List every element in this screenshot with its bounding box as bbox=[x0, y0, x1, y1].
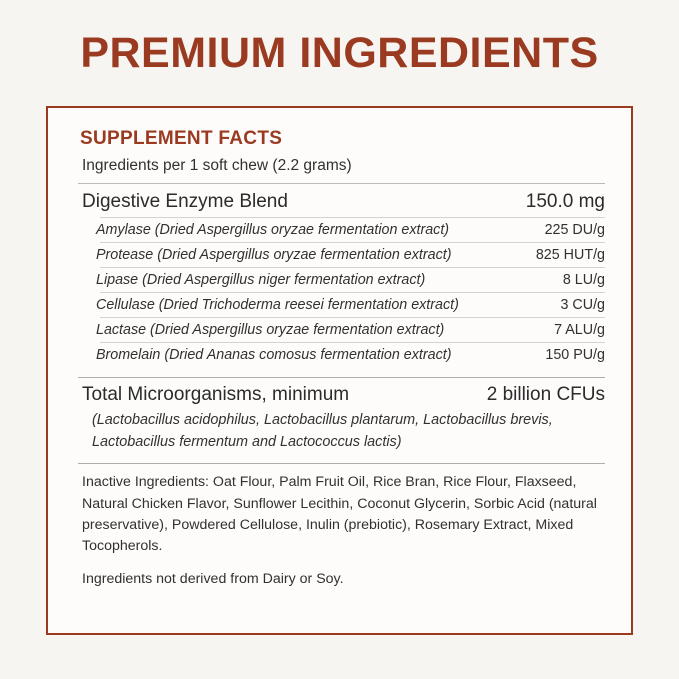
supplement-facts-title: SUPPLEMENT FACTS bbox=[80, 128, 283, 149]
table-row bbox=[82, 293, 605, 317]
enzyme-name: Lipase (Dried Aspergillus niger fermentation extract) bbox=[96, 272, 426, 288]
allergen-note: Ingredients not derived from Dairy or Soy. bbox=[82, 571, 344, 588]
divider-top bbox=[78, 183, 605, 184]
page-title: PREMIUM INGREDIENTS bbox=[80, 29, 599, 77]
table-row bbox=[82, 243, 605, 267]
divider-microorganisms bbox=[78, 377, 605, 378]
table-row bbox=[82, 268, 605, 292]
table-row bbox=[82, 218, 605, 242]
serving-size-text: Ingredients per 1 soft chew (2.2 grams) bbox=[82, 157, 352, 174]
enzyme-amount: 225 DU/g bbox=[544, 222, 605, 238]
table-row bbox=[82, 318, 605, 342]
total-microorganisms-amount: 2 billion CFUs bbox=[486, 384, 605, 405]
probiotic-strains-text: (Lactobacillus acidophilus, Lactobacillus plantarum, Lactobacillus brevis, Lactobacillus fermentum and Lactococcus lactis) bbox=[92, 412, 553, 450]
enzyme-amount: 8 LU/g bbox=[562, 272, 605, 288]
digestive-enzyme-blend-amount: 150.0 mg bbox=[525, 191, 605, 212]
enzyme-list bbox=[82, 217, 605, 367]
supplement-facts-panel bbox=[46, 106, 633, 635]
enzyme-name: Protease (Dried Aspergillus oryzae fermentation extract) bbox=[96, 247, 452, 263]
enzyme-name: Cellulase (Dried Trichoderma reesei fermentation extract) bbox=[96, 297, 459, 313]
enzyme-name: Amylase (Dried Aspergillus oryzae fermentation extract) bbox=[96, 222, 450, 238]
table-row bbox=[82, 343, 605, 367]
enzyme-amount: 825 HUT/g bbox=[535, 247, 605, 263]
enzyme-amount: 3 CU/g bbox=[560, 297, 605, 313]
divider-inactive bbox=[78, 463, 605, 464]
total-microorganisms-row bbox=[82, 384, 605, 406]
digestive-enzyme-blend-label: Digestive Enzyme Blend bbox=[82, 191, 288, 212]
inactive-ingredients-text: Inactive Ingredients: Oat Flour, Palm Fruit Oil, Rice Bran, Rice Flour, Flaxseed, Natural Chicken Flavor, Sunflower Lecithin, Coconut Glycerin, Sorbic Acid (natural preservative), Powdered Cellulose, Inulin (prebiotic), Rosemary Extract, Mixed Tocopherols. bbox=[82, 474, 597, 555]
enzyme-amount: 7 ALU/g bbox=[554, 322, 605, 338]
enzyme-amount: 150 PU/g bbox=[545, 347, 605, 363]
enzyme-name: Bromelain (Dried Ananas comosus fermentation extract) bbox=[96, 347, 452, 363]
total-microorganisms-label: Total Microorganisms, minimum bbox=[82, 384, 350, 405]
enzyme-name: Lactase (Dried Aspergillus oryzae fermentation extract) bbox=[96, 322, 445, 338]
digestive-enzyme-blend-row bbox=[82, 191, 605, 213]
